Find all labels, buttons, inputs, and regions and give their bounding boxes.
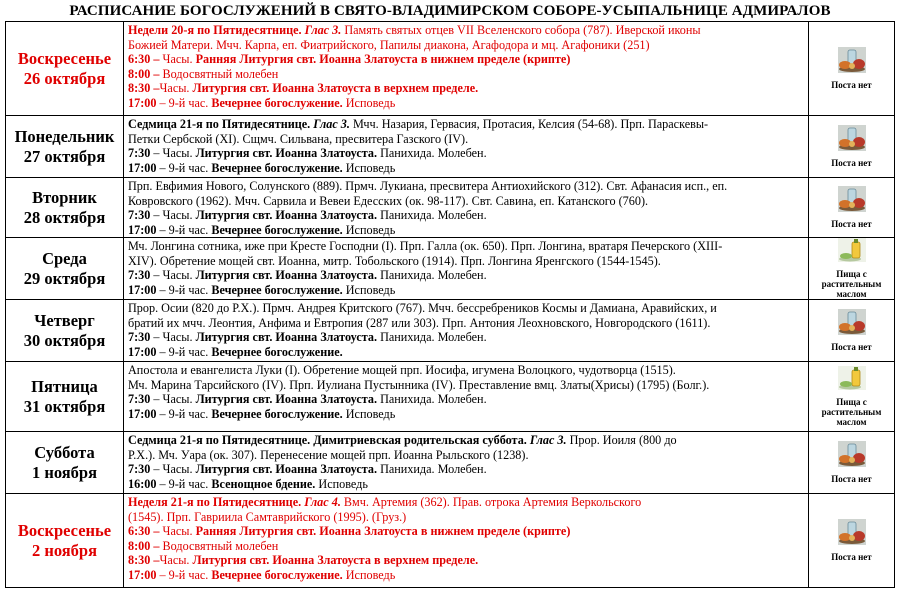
text-segment: – 9-й час. (156, 344, 212, 359)
fast-label: Пища с растительным маслом (821, 397, 882, 427)
text-segment: 17:00 (128, 406, 157, 421)
schedule-row (6, 22, 895, 116)
service-line (128, 268, 808, 283)
fast-label: Поста нет (831, 342, 872, 352)
day-cell (6, 300, 124, 362)
service-line (128, 378, 808, 393)
day-cell (6, 238, 124, 300)
service-line (128, 117, 808, 132)
fast-cell (809, 178, 895, 238)
text-segment: – Часы. (150, 268, 196, 282)
fast-cell (809, 22, 895, 116)
text-segment: – 9-й час. (156, 282, 212, 297)
schedule-row (6, 494, 895, 588)
text-segment: 8:30 – (128, 81, 160, 95)
service-line (128, 239, 808, 254)
text-segment: – Часы. (150, 462, 196, 476)
service-line (128, 345, 808, 360)
service-line (128, 161, 808, 176)
text-segment: Седмица 21-я по Пятидесятнице. (128, 117, 314, 131)
text-segment: Исповедь (342, 160, 396, 175)
text-segment: – Часы. (150, 208, 196, 222)
text-segment: Панихида. Молебен. (377, 146, 487, 160)
text-segment: Литургия свт. Иоанна Златоуста. (195, 146, 378, 160)
weekday-label: Воскресенье (17, 520, 112, 540)
text-segment: – 9-й час. (159, 95, 212, 110)
text-segment: Апостола и евангелиста Луки (I). Обретение мощей прп. Иосифа, игумена Волоцкого, чудотворца (1515). (128, 363, 676, 377)
service-line (128, 254, 808, 269)
fast-cell (809, 238, 895, 300)
text-segment: Вечернее богослужение. (211, 95, 346, 110)
text-segment: Ранняя Литургия свт. Иоанна Златоуста в нижнем пределе (крипте) (195, 52, 571, 66)
text-segment: братий их мчч. Леонтия, Анфима и Евтропия (287 или 303). Прп. Антония Леохновского, Новгородского (1611). (128, 315, 711, 330)
no-fast-icon (809, 47, 894, 78)
text-segment: Водосвятный молебен (162, 66, 279, 81)
text-segment: Часы. (162, 52, 196, 66)
oil-fast-icon (809, 366, 894, 395)
text-segment: Часы. (159, 81, 193, 95)
service-line (128, 283, 808, 298)
service-line (128, 462, 808, 477)
text-segment: Водосвятный молебен (162, 538, 279, 553)
service-line (128, 96, 808, 111)
page-title: РАСПИСАНИЕ БОГОСЛУЖЕНИЙ В СВЯТО-ВЛАДИМИРСКОМ СОБОРЕ-УСЫПАЛЬНИЦЕ АДМИРАЛОВ (69, 3, 831, 19)
fast-cell (809, 116, 895, 178)
text-segment: 8:00 – (128, 66, 163, 81)
schedule-row (6, 238, 895, 300)
day-cell (6, 22, 124, 116)
text-segment: Р.Х.). Мч. Уара (ок. 307). Перенесение мощей прп. Иоанна Рыльского (1238). (128, 447, 529, 462)
text-segment: 8:00 – (128, 538, 163, 553)
text-segment: 7:30 (128, 330, 151, 344)
text-segment: 6:30 – (128, 52, 163, 66)
text-segment: Панихида. Молебен. (377, 462, 487, 476)
no-fast-icon (809, 519, 894, 550)
day-cell (6, 116, 124, 178)
day-cell (6, 362, 124, 432)
fast-cell (809, 362, 895, 432)
text-segment: – 9-й час. (156, 406, 212, 421)
text-segment: Седмица 21-я по Пятидесятнице. Димитриевская родительская суббота. (128, 433, 530, 447)
text-segment: Память святых отцев VII Вселенского собора (787). Иверской иконы (341, 23, 701, 37)
text-segment: – Часы. (150, 146, 196, 160)
text-segment: Глас 4. (304, 495, 341, 509)
text-segment: Прп. Евфимия Нового, Солунского (889). Прмч. Лукиана, пресвитера Антиохийского (312). Свт. Афанасия исп., еп. (128, 179, 728, 193)
services-cell (124, 238, 809, 300)
service-line (128, 52, 808, 67)
service-line (128, 67, 808, 82)
date-label: 2 ноября (31, 540, 98, 560)
fast-cell (809, 300, 895, 362)
service-line (128, 194, 808, 209)
text-segment: 17:00 (128, 95, 160, 110)
fast-cell (809, 432, 895, 494)
service-line (128, 132, 808, 147)
text-segment: Недели 20-я по Пятидесятнице. (128, 23, 305, 37)
service-line (128, 146, 808, 161)
text-segment: 17:00 (128, 282, 157, 297)
services-cell (124, 22, 809, 116)
fast-label: Поста нет (831, 158, 872, 168)
date-label: 29 октября (23, 268, 106, 288)
services-cell (124, 362, 809, 432)
no-fast-icon (809, 125, 894, 156)
text-segment: Вечернее богослужение. (211, 344, 343, 359)
service-line (128, 433, 808, 448)
text-segment: Глас 3. (529, 433, 567, 447)
text-segment: 7:30 (128, 462, 151, 476)
service-line (128, 477, 808, 492)
service-line (128, 316, 808, 331)
text-segment: Исповедь (315, 476, 368, 491)
text-segment: Вечернее богослужение. (211, 160, 343, 175)
services-cell (124, 494, 809, 588)
text-segment: 7:30 (128, 146, 151, 160)
date-label: 26 октября (23, 68, 106, 88)
services-cell (124, 432, 809, 494)
text-segment: Глас 3. (313, 117, 350, 131)
text-segment: Литургия свт. Иоанна Златоуста. (195, 462, 378, 476)
date-label: 1 ноября (31, 462, 98, 482)
text-segment: Исповедь (345, 567, 396, 582)
service-line (128, 208, 808, 223)
text-segment: Неделя 21-я по Пятидесятнице. (128, 495, 305, 509)
text-segment: Литургия свт. Иоанна Златоуста. (195, 330, 378, 344)
text-segment: 7:30 (128, 392, 151, 406)
service-line (128, 38, 808, 53)
date-label: 31 октября (23, 396, 106, 416)
text-segment: – 9-й час. (156, 222, 212, 237)
text-segment: Прор. Осии (820 до Р.Х.). Прмч. Андрея Критского (767). Мчч. бессребреников Космы и Дамиана, Аравийских, и (128, 301, 717, 315)
text-segment: 16:00 (128, 476, 157, 491)
schedule-row (6, 116, 895, 178)
text-segment: 17:00 (128, 222, 157, 237)
text-segment: 17:00 (128, 160, 157, 175)
service-line (128, 553, 808, 568)
text-segment: 6:30 – (128, 524, 163, 538)
weekday-label: Понедельник (14, 126, 115, 146)
date-label: 27 октября (23, 146, 106, 166)
date-label: 30 октября (23, 330, 106, 350)
service-line (128, 301, 808, 316)
text-segment: 8:30 – (128, 553, 160, 567)
fast-label: Поста нет (831, 219, 872, 229)
text-segment: Часы. (162, 524, 196, 538)
service-line (128, 524, 808, 539)
text-segment: Прор. Иоиля (800 до (566, 433, 677, 447)
weekday-label: Четверг (34, 310, 95, 330)
text-segment: Панихида. Молебен. (377, 268, 487, 282)
schedule-row (6, 362, 895, 432)
service-line (128, 510, 808, 525)
services-cell (124, 300, 809, 362)
text-segment: XIV). Обретение мощей свт. Иоанна, митр. Тобольского (1914). Прп. Лонгина Яренгского (1544-1545). (128, 253, 661, 268)
service-line (128, 539, 808, 554)
service-line (128, 392, 808, 407)
text-segment: Исповедь (345, 95, 396, 110)
text-segment: (1545). Прп. Гавриила Самтаврийского (1995). (Груз.) (128, 509, 407, 524)
text-segment: Панихида. Молебен. (377, 392, 487, 406)
fast-label: Поста нет (831, 80, 872, 90)
fast-cell (809, 494, 895, 588)
text-segment: Вечернее богослужение. (211, 222, 343, 237)
schedule-row (6, 432, 895, 494)
fast-label: Поста нет (831, 474, 872, 484)
service-line (128, 330, 808, 345)
no-fast-icon (809, 309, 894, 340)
fast-label: Поста нет (831, 552, 872, 562)
text-segment: – 9-й час. (156, 160, 212, 175)
service-line (128, 407, 808, 422)
weekday-label: Среда (42, 248, 87, 268)
text-segment: Мч. Лонгина сотника, иже при Кресте Господни (I). Прп. Галла (ок. 650). Прп. Лонгина, вратаря Печерского (XIII- (128, 239, 723, 253)
service-line (128, 363, 808, 378)
no-fast-icon (809, 186, 894, 217)
text-segment: Божией Матери. Мчч. Карпа, еп. Фиатрийского, Папилы диакона, Агафодора и мц. Агафоники (251) (128, 37, 650, 52)
text-segment: Вечернее богослужение. (211, 282, 343, 297)
oil-fast-icon (809, 238, 894, 267)
text-segment: Панихида. Молебен. (377, 208, 487, 222)
text-segment: Ранняя Литургия свт. Иоанна Златоуста в нижнем пределе (крипте) (195, 524, 571, 538)
text-segment: 17:00 (128, 567, 160, 582)
text-segment: Литургия свт. Иоанна Златоуста. (195, 208, 378, 222)
service-line (128, 179, 808, 194)
fast-label: Пища с растительным маслом (821, 269, 882, 299)
text-segment: 7:30 (128, 268, 151, 282)
service-line (128, 448, 808, 463)
text-segment: Глас 3. (304, 23, 342, 37)
text-segment: Вечернее богослужение. (211, 567, 346, 582)
text-segment: – 9-й час. (159, 567, 212, 582)
weekday-label: Пятница (31, 376, 98, 396)
text-segment: – 9-й час. (156, 476, 212, 491)
service-line (128, 568, 808, 583)
service-line (128, 223, 808, 238)
text-segment: Исповедь (342, 406, 396, 421)
text-segment: Вмч. Артемия (362). Прав. отрока Артемия Веркольского (340, 495, 642, 509)
text-segment: Исповедь (342, 282, 396, 297)
day-cell (6, 494, 124, 588)
text-segment: – Часы. (150, 392, 196, 406)
text-segment: Петки Сербской (XI). Сщмч. Сильвана, пресвитера Газского (IV). (128, 131, 469, 146)
no-fast-icon (809, 441, 894, 472)
text-segment: Мчч. Назария, Гервасия, Протасия, Келсия (54-68). Прп. Параскевы- (349, 117, 709, 131)
text-segment: 7:30 (128, 208, 151, 222)
schedule-table (5, 21, 895, 588)
day-cell (6, 432, 124, 494)
service-line (128, 23, 808, 38)
text-segment: Часы. (159, 553, 193, 567)
text-segment: Литургия свт. Иоанна Златоуста. (195, 268, 378, 282)
text-segment: Литургия свт. Иоанна Златоуста в верхнем пределе. (192, 553, 479, 567)
text-segment: 17:00 (128, 344, 157, 359)
service-line (128, 81, 808, 96)
text-segment: Мч. Марина Тарсийского (IV). Прп. Иулиана Пустынника (IV). Преставление вмц. Златы(Хрисы) (1795) (Болг.). (128, 377, 710, 392)
text-segment: Всенощное бдение. (211, 476, 316, 491)
services-cell (124, 178, 809, 238)
text-segment: Литургия свт. Иоанна Златоуста. (195, 392, 378, 406)
text-segment: Исповедь (342, 222, 396, 237)
text-segment: – Часы. (150, 330, 196, 344)
text-segment: Вечернее богослужение. (211, 406, 343, 421)
service-line (128, 495, 808, 510)
text-segment: Ковровского (1962). Мчч. Сарвила и Вевеи Едесских (ок. 98-117). Свт. Савина, еп. Катанского (760). (128, 193, 649, 208)
text-segment: Литургия свт. Иоанна Златоуста в верхнем пределе. (192, 81, 479, 95)
weekday-label: Суббота (34, 442, 95, 462)
text-segment: Панихида. Молебен. (377, 330, 487, 344)
schedule-row (6, 300, 895, 362)
date-label: 28 октября (23, 207, 106, 227)
schedule-row (6, 178, 895, 238)
weekday-label: Воскресенье (17, 48, 112, 68)
services-cell (124, 116, 809, 178)
day-cell (6, 178, 124, 238)
weekday-label: Вторник (32, 187, 97, 207)
